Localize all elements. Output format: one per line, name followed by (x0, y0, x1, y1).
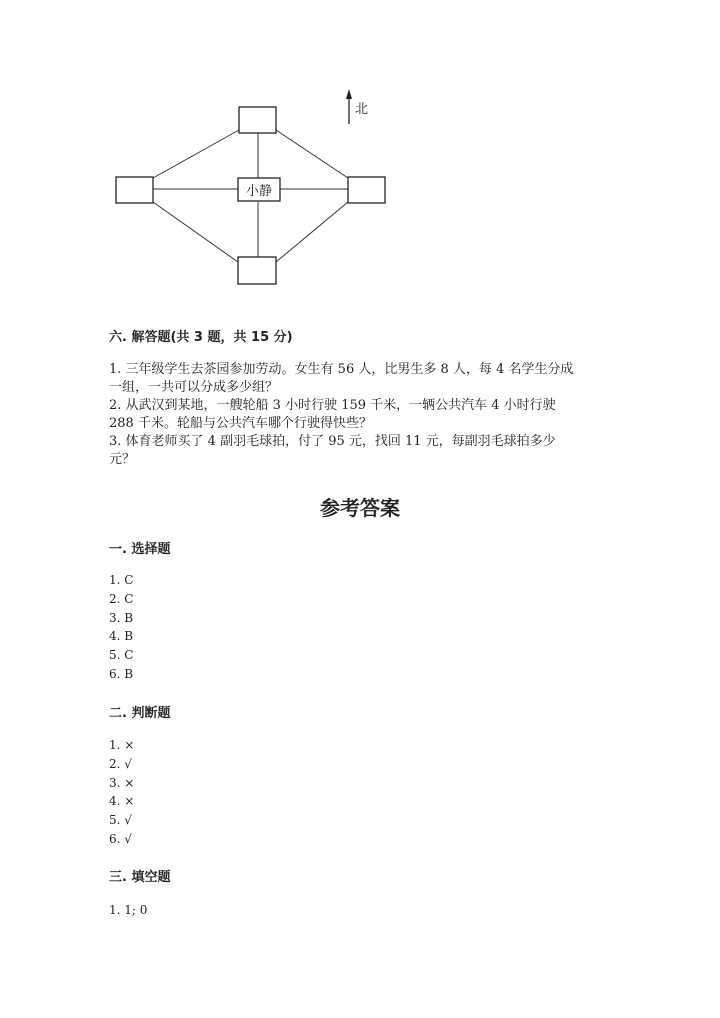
center-label: 小静 (245, 184, 273, 199)
section6-title: 六. 解答题(共 3 题，共 15 分) (109, 330, 293, 345)
answer-item: 4. × (109, 794, 135, 809)
answer-item: 6. √ (109, 831, 132, 846)
problem-line: 元？ (109, 452, 136, 467)
line-south-east (276, 202, 348, 262)
line-north-east (276, 130, 348, 178)
box-east (348, 177, 385, 203)
position-diagram (0, 0, 720, 320)
answer-item: 2. C (109, 591, 134, 606)
answers-section-1-list (109, 571, 133, 684)
answer-item: 1. × (109, 738, 135, 752)
problem-line: 3. 体育老师买了 4 副羽毛球拍，付了 95 元，找回 11 元，每副羽毛球拍多少 (109, 434, 556, 449)
box-west (116, 177, 153, 203)
answers-heading: 参考答案 (320, 496, 400, 520)
north-arrow-icon (346, 89, 352, 99)
answers-section-3-title: 三. 填空题 (109, 870, 171, 885)
answer-item: 2. √ (109, 756, 132, 771)
answer-item: 6. B (109, 666, 134, 681)
answer-item: 5. C (109, 648, 134, 663)
line-south-west (153, 202, 238, 262)
line-north-west (153, 130, 239, 178)
answer-item: 3. × (109, 775, 135, 790)
answer-item: 4. B (109, 629, 134, 644)
answer-item: 1. C (109, 573, 134, 587)
section6-problems (109, 361, 573, 469)
problem-line: 2. 从武汉到某地，一艘轮船 3 小时行驶 159 千米，一辆公共汽车 4 小时行驶 (109, 398, 556, 413)
box-north (239, 107, 276, 133)
answers-section-3-list (109, 901, 147, 920)
answers-section-1-title: 一. 选择题 (109, 542, 171, 557)
north-label: 北 (355, 102, 369, 117)
answers-section-2-list (109, 736, 134, 849)
box-south (238, 257, 276, 284)
problem-line: 一组，一共可以分成多少组？ (109, 380, 279, 395)
problem-line: 1. 三年级学生去茶园参加劳动。女生有 56 人，比男生多 8 人，每 4 名学生分成 (109, 362, 574, 377)
answer-item: 1. 1; 0 (109, 903, 148, 917)
problem-line: 288 千米。轮船与公共汽车哪个行驶得快些？ (109, 416, 372, 431)
answers-section-2-title: 二. 判断题 (109, 706, 171, 721)
answer-item: 5. √ (109, 813, 132, 828)
answer-item: 3. B (109, 610, 134, 625)
